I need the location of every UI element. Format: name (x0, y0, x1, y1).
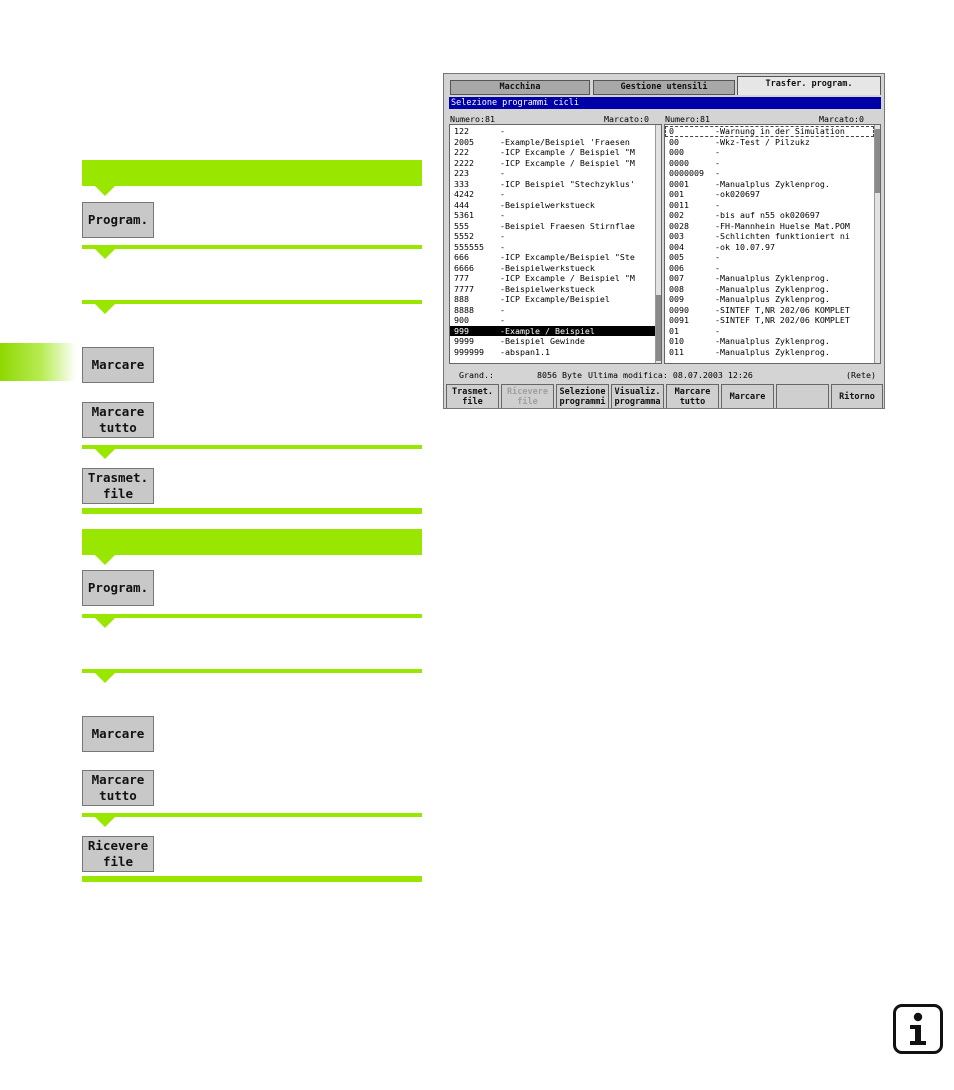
control-screen (443, 73, 885, 409)
program-number: 0000009 (669, 168, 704, 178)
program-number: 010 (669, 336, 684, 346)
program-description: -Beispielwerkstueck (500, 199, 595, 210)
softkey-marcare[interactable]: Marcare (82, 716, 154, 752)
list-item[interactable] (450, 200, 655, 211)
program-number: 008 (669, 283, 684, 294)
list-item[interactable] (450, 326, 655, 337)
program-description: -Manualplus Zyklenprog. (715, 336, 830, 346)
list-item[interactable] (450, 231, 655, 242)
step-arrow-icon (95, 449, 115, 459)
step-arrow-icon (95, 186, 115, 196)
right-program-list[interactable] (664, 124, 881, 364)
program-description: - (500, 315, 505, 325)
step-arrow-icon (95, 304, 115, 314)
program-number: 5361 (454, 210, 474, 220)
program-number: 007 (669, 273, 684, 283)
right-marked: Marcato:0 (819, 114, 864, 124)
fkey-visualiz-programma[interactable]: Visualiz. programma (611, 384, 664, 409)
list-item[interactable] (450, 242, 655, 253)
tab-trasfer-program[interactable]: Trasfer. program. (737, 76, 881, 95)
list-item[interactable] (665, 347, 874, 358)
list-item[interactable] (665, 273, 874, 284)
program-number: 005 (669, 252, 684, 262)
program-number: 666 (454, 252, 469, 262)
program-number: 004 (669, 241, 684, 252)
list-item[interactable] (665, 137, 874, 148)
list-item[interactable] (665, 126, 874, 137)
step-divider (82, 614, 422, 618)
left-marked: Marcato:0 (604, 114, 649, 124)
list-item[interactable] (450, 347, 655, 358)
program-number: 0000 (669, 157, 689, 168)
step-divider (82, 813, 422, 817)
program-description: -SINTEF T,NR 202/06 KOMPLET (715, 315, 850, 325)
list-item[interactable] (665, 326, 874, 337)
program-description: -bis auf n55 ok020697 (715, 210, 820, 220)
list-item[interactable] (665, 294, 874, 305)
program-number: 9999 (454, 336, 474, 346)
program-number: 000 (669, 147, 684, 157)
list-item[interactable] (665, 168, 874, 179)
tab-macchina[interactable]: Macchina (450, 80, 590, 95)
program-description: - (500, 189, 505, 199)
program-description: - (715, 325, 720, 336)
softkey-program[interactable]: Program. (82, 570, 154, 606)
status-network: (Rete) (846, 370, 876, 380)
list-item[interactable] (665, 263, 874, 274)
program-number: 999 (454, 325, 469, 336)
section-end-bar (82, 508, 422, 514)
program-description: - (715, 157, 720, 168)
program-number: 0091 (669, 315, 689, 325)
list-item[interactable] (450, 336, 655, 347)
list-item[interactable] (450, 168, 655, 179)
program-description: -ok020697 (715, 189, 760, 199)
status-bar (449, 370, 881, 380)
fkey-selezione-programmi[interactable]: Selezione programmi (556, 384, 609, 409)
program-description: -Manualplus Zyklenprog. (715, 283, 830, 294)
list-item[interactable] (665, 231, 874, 242)
program-number: 003 (669, 231, 684, 241)
tab-gestione-utensili[interactable]: Gestione utensili (593, 80, 735, 95)
program-number: 00 (669, 136, 679, 147)
step-divider (82, 245, 422, 249)
step-divider (82, 669, 422, 673)
program-description: -SINTEF T,NR 202/06 KOMPLET (715, 304, 850, 315)
list-item[interactable] (665, 147, 874, 158)
program-number: 222 (454, 147, 469, 157)
program-number: 122 (454, 126, 469, 136)
list-item[interactable] (450, 315, 655, 326)
list-item[interactable] (450, 147, 655, 158)
right-scrollbar[interactable] (874, 125, 880, 363)
fkey-marcare[interactable]: Marcare (721, 384, 774, 409)
softkey-program[interactable]: Program. (82, 202, 154, 238)
program-number: 2005 (454, 136, 474, 147)
program-description: -abspan1.1 (500, 346, 550, 357)
left-scroll-thumb[interactable] (656, 295, 661, 361)
program-description: -ICP Beispiel "Stechzyklus' (500, 178, 635, 189)
list-item[interactable] (450, 189, 655, 200)
program-description: -Beispiel Gewinde (500, 336, 585, 346)
program-description: -Warnung in der Simulation (715, 126, 845, 136)
step-arrow-icon (95, 249, 115, 259)
program-description: -ICP Excample/Beispiel "Ste (500, 252, 635, 262)
program-number: 002 (669, 210, 684, 220)
program-number: 006 (669, 262, 684, 273)
list-item[interactable] (450, 263, 655, 274)
status-size: 8056 Byte (537, 370, 582, 380)
window-title: Selezione programmi cicli (449, 97, 881, 109)
program-number: 5552 (454, 231, 474, 241)
program-number: 555555 (454, 241, 484, 252)
program-number: 0001 (669, 178, 689, 189)
program-description: - (715, 199, 720, 210)
program-number: 009 (669, 294, 684, 304)
left-program-list[interactable] (449, 124, 662, 364)
fkey-marcare-tutto[interactable]: Marcare tutto (666, 384, 719, 409)
program-description: -ICP Excample / Beispiel "M (500, 147, 635, 157)
program-description: - (500, 231, 505, 241)
right-count: Numero:81 (665, 114, 710, 124)
program-number: 011 (669, 346, 684, 357)
list-item[interactable] (665, 200, 874, 211)
fkey-ritorno[interactable]: Ritorno (831, 384, 883, 409)
step-arrow-icon (95, 673, 115, 683)
program-description: -ICP Excample / Beispiel "M (500, 273, 635, 283)
program-number: 444 (454, 199, 469, 210)
step-arrow-icon (95, 817, 115, 827)
program-description: -Beispiel Fraesen Stirnflae (500, 220, 635, 231)
left-count: Numero:81 (450, 114, 495, 124)
info-icon (893, 1004, 943, 1054)
program-description: -ICP Excample/Beispiel (500, 294, 610, 304)
fkey-ricevere-file[interactable]: Ricevere file (501, 384, 554, 409)
list-item[interactable] (665, 179, 874, 190)
step-arrow-icon (95, 555, 115, 565)
section-end-bar (82, 876, 422, 882)
fkey-trasmet-file[interactable]: Trasmet. file (446, 384, 499, 409)
program-description: -Manualplus Zyklenprog. (715, 273, 830, 283)
page-tab-marker (0, 343, 76, 381)
program-number: 0011 (669, 199, 689, 210)
step-arrow-icon (95, 618, 115, 628)
program-number: 0090 (669, 304, 689, 315)
softkey-marcare-tutto[interactable]: Marcare tutto (82, 402, 154, 438)
program-number: 900 (454, 315, 469, 325)
list-item[interactable] (665, 284, 874, 295)
list-item[interactable] (450, 158, 655, 169)
program-number: 333 (454, 178, 469, 189)
program-number: 888 (454, 294, 469, 304)
program-description: -ok 10.07.97 (715, 241, 775, 252)
program-description: -Manualplus Zyklenprog. (715, 294, 830, 304)
list-item[interactable] (450, 210, 655, 221)
softkey-ricevere-file[interactable]: Ricevere file (82, 836, 154, 872)
list-item[interactable] (665, 336, 874, 347)
program-description: -Beispielwerkstueck (500, 283, 595, 294)
program-description: -Manualplus Zyklenprog. (715, 178, 830, 189)
program-number: 6666 (454, 262, 474, 273)
right-scroll-thumb[interactable] (875, 129, 880, 193)
list-item[interactable] (450, 305, 655, 316)
left-scrollbar[interactable] (655, 125, 661, 363)
program-description: - (500, 210, 505, 220)
fkey-empty[interactable] (776, 384, 829, 409)
step-divider (82, 445, 422, 449)
program-number: 223 (454, 168, 469, 178)
step-divider (82, 300, 422, 304)
list-item[interactable] (450, 284, 655, 295)
program-description: -Example / Beispiel (500, 325, 595, 336)
list-item[interactable] (450, 252, 655, 263)
softkey-marcare[interactable]: Marcare (82, 347, 154, 383)
program-number: 8888 (454, 304, 474, 315)
list-item[interactable] (450, 179, 655, 190)
section-header-bar (82, 529, 422, 555)
program-number: 555 (454, 220, 469, 231)
program-description: - (715, 147, 720, 157)
program-description: -Manualplus Zyklenprog. (715, 346, 830, 357)
program-number: 01 (669, 325, 679, 336)
list-item[interactable] (665, 242, 874, 253)
program-number: 999999 (454, 346, 484, 357)
program-number: 7777 (454, 283, 474, 294)
softkey-trasmet-file[interactable]: Trasmet. file (82, 468, 154, 504)
list-item[interactable] (450, 137, 655, 148)
program-description: - (500, 126, 505, 136)
list-item[interactable] (450, 273, 655, 284)
section-header-bar (82, 160, 422, 186)
program-description: -Example/Beispiel 'Fraesen (500, 136, 630, 147)
list-item[interactable] (665, 210, 874, 221)
program-description: - (500, 168, 505, 178)
program-description: -Beispielwerkstueck (500, 262, 595, 273)
program-number: 0 (669, 126, 674, 136)
list-item[interactable] (665, 158, 874, 169)
program-description: -Schlichten funktioniert ni (715, 231, 850, 241)
program-description: -Wkz-Test / Pilzukz (715, 136, 810, 147)
program-description: -FH-Mannhein Huelse Mat.POM (715, 220, 850, 231)
list-item[interactable] (450, 126, 655, 137)
program-description: - (715, 252, 720, 262)
list-item[interactable] (665, 305, 874, 316)
program-description: - (500, 304, 505, 315)
status-size-label: Grand.: (459, 370, 494, 380)
program-description: - (500, 241, 505, 252)
list-item[interactable] (665, 221, 874, 232)
program-number: 0028 (669, 220, 689, 231)
program-description: - (715, 262, 720, 273)
softkey-marcare-tutto[interactable]: Marcare tutto (82, 770, 154, 806)
status-modified: Ultima modifica: 08.07.2003 12:26 (588, 370, 753, 380)
list-item[interactable] (665, 315, 874, 326)
program-number: 4242 (454, 189, 474, 199)
program-description: - (715, 168, 720, 178)
list-item[interactable] (450, 294, 655, 305)
list-item[interactable] (450, 221, 655, 232)
program-number: 001 (669, 189, 684, 199)
list-item[interactable] (665, 189, 874, 200)
list-item[interactable] (665, 252, 874, 263)
program-description: -ICP Excample / Beispiel "M (500, 157, 635, 168)
program-number: 2222 (454, 157, 474, 168)
program-number: 777 (454, 273, 469, 283)
